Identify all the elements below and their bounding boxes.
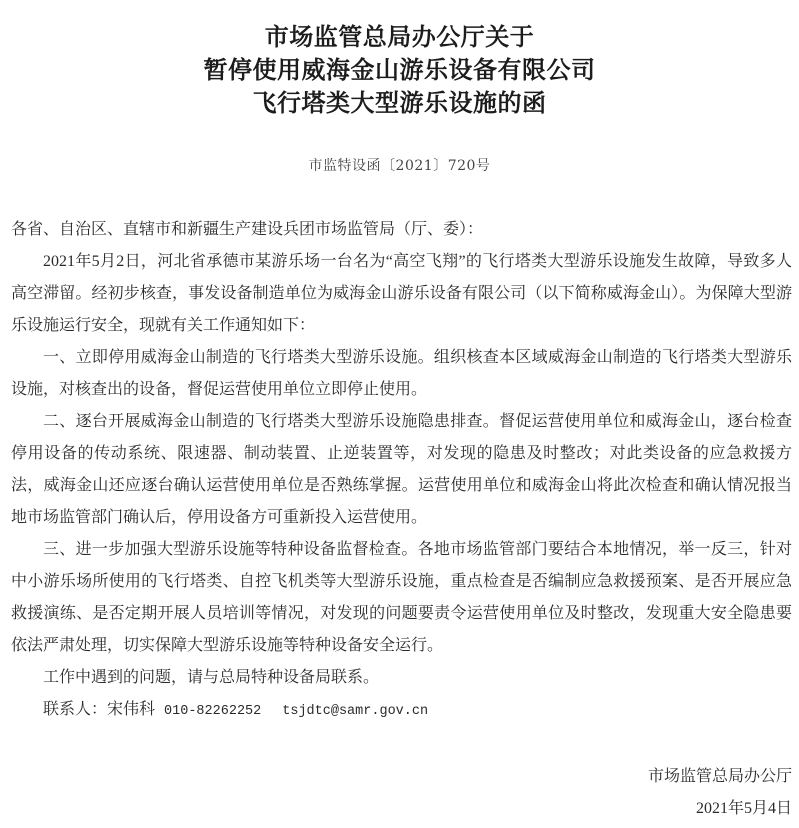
contact-label: 联系人： [43,701,108,718]
contact-line [11,694,792,728]
title-line-3: 飞行塔类大型游乐设施的函 [252,89,547,117]
contact-name: 宋伟科 [107,701,156,718]
document-title [0,21,799,120]
title-line-1: 市场监管总局办公厅关于 [264,23,535,51]
paragraph-intro: 2021年5月2日，河北省承德市某游乐场一台名为“高空飞翔”的飞行塔类大型游乐设施发生故障，导致多人高空滞留。经初步核查，事发设备制造单位为威海金山游乐设备有限公司（以下简称威海金山）。为保障大型游乐设施运行安全，现就有关工作通知如下： [11,253,792,334]
document-number: 市监特设函〔2021〕720号 [308,158,491,174]
paragraph-item-3: 三、进一步加强大型游乐设施等特种设备监督检查。各地市场监管部门要结合本地情况，举一反三，针对中小游乐场所使用的飞行塔类、自控飞机类等大型游乐设施，重点检查是否编制应急救援预案、是否开展应急救援演练、是否定期开展人员培训等情况，对发现的问题要责令运营使用单位及时整改，发现重大安全隐患要依法严肃处理，切实保障大型游乐设施等特种设备安全运行。 [11,541,792,654]
paragraph-item-2: 二、逐台开展威海金山制造的飞行塔类大型游乐设施隐患排查。督促运营使用单位和威海金山，逐台检查停用设备的传动系统、限速器、制动装置、止逆装置等，对发现的隐患及时整改；对此类设备的应急救援方法，威海金山还应逐台确认运营使用单位是否熟练掌握。运营使用单位和威海金山将此次检查和确认情况报当地市场监管部门确认后，停用设备方可重新投入运营使用。 [11,413,792,526]
signature-block [0,761,799,825]
title-line-2: 暂停使用威海金山游乐设备有限公司 [203,56,596,84]
paragraph-closing: 工作中遇到的问题，请与总局特种设备局联系。 [43,669,380,686]
paragraph-item-1: 一、立即停用威海金山制造的飞行塔类大型游乐设施。组织核查本区域威海金山制造的飞行塔类大型游乐设施，对核查出的设备，督促运营使用单位立即停止使用。 [11,349,792,398]
salutation: 各省、自治区、直辖市和新疆生产建设兵团市场监管局（厅、委）： [11,221,484,238]
letter-body [11,214,792,728]
contact-email: tsjdtc@samr.gov.cn [282,704,429,719]
issuer-signature: 市场监管总局办公厅 [647,768,792,785]
issue-date: 2021年5月4日 [695,800,792,817]
contact-phone: 010-82262252 [164,704,262,719]
